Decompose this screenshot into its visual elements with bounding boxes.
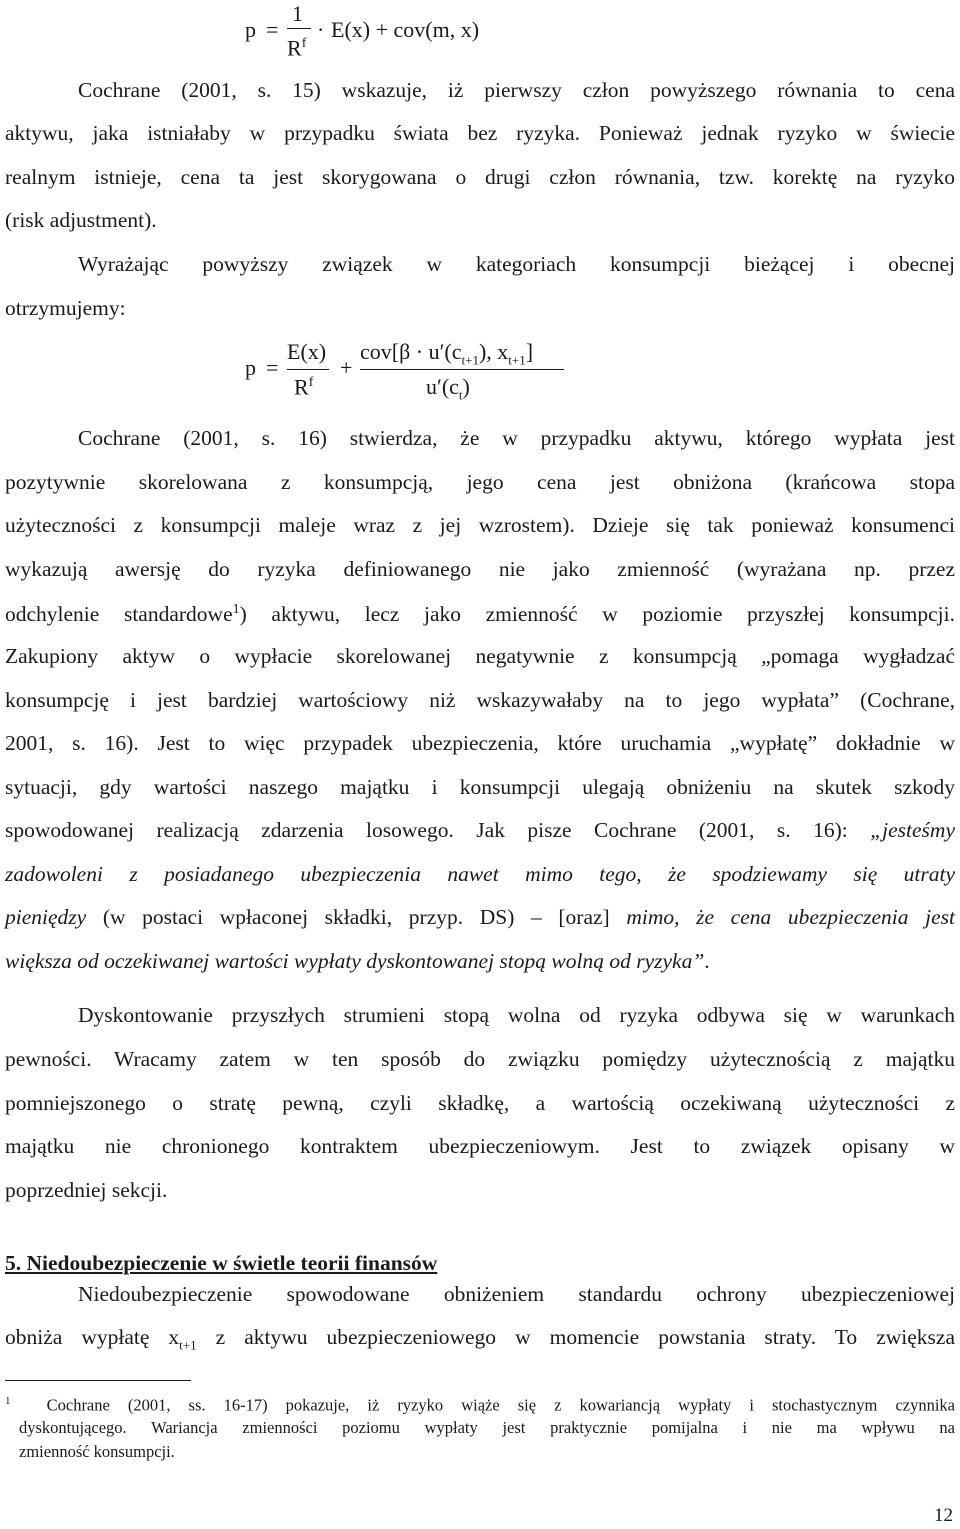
- para4-line-5: poprzedniej sekcji.: [5, 1178, 168, 1202]
- para4-line-1: Dyskontowanie przyszłych strumieni stopą wolna od ryzyka odbywa się w warunkach: [78, 1003, 955, 1027]
- para3-line-7: konsumpcję i jest bardziej wartościowy niż wskazywałaby na to jego wypłata” (Cochrane,: [5, 688, 955, 712]
- eq2-term1-denominator: $R^f$: [294, 374, 314, 400]
- para1-line-1: Cochrane (2001, s. 15) wskazuje, iż pierwszy człon powyższego równania to cena: [78, 78, 955, 102]
- eq2-plus: +: [340, 355, 353, 380]
- para3-line-10: spowodowanej realizacją zdarzenia losowego. Jak pisze Cochrane (2001, s. 16): „jesteśmy: [5, 818, 955, 842]
- footnote-line-3: zmienność konsumpcji.: [19, 1442, 175, 1461]
- footnote-separator: [5, 1380, 191, 1381]
- para3-line-4: wykazują awersję do ryzyka definiowanego nie jako zmienność (wyrażana np. przez: [5, 557, 955, 581]
- para3-line-6: Zakupiony aktyw o wypłacie skorelowanej negatywnie z konsumpcją „pomaga wygładzać: [5, 644, 955, 668]
- eq1-denominator: $R^f$: [287, 35, 307, 61]
- eq2-term1-numerator: E(x): [287, 339, 327, 364]
- eq1-numerator: 1: [292, 1, 303, 26]
- para3-line-11: zadowoleni z posiadanego ubezpieczenia nawet mimo tego, że spodziewamy się utraty: [5, 862, 955, 886]
- eq1-fraction-bar: [287, 28, 311, 29]
- para3-line-8: 2001, s. 16). Jest to więc przypadek ubezpieczenia, które uruchamia „wypłatę” dokładnie w: [5, 731, 955, 755]
- section-line-1: Niedoubezpieczenie spowodowane obniżeniem standardu ochrony ubezpieczeniowej: [78, 1282, 955, 1306]
- para1-line-4: (risk adjustment).: [5, 208, 157, 232]
- para3-line-2: pozytywnie skorelowana z konsumpcją, jego cena jest obniżona (krańcowa stopa: [5, 470, 955, 494]
- eq2-lhs: p: [245, 355, 256, 380]
- page-number: 12: [934, 1505, 953, 1526]
- eq2-term2-fraction-bar: [360, 369, 564, 370]
- para3-line-3: użyteczności z konsumpcji maleje wraz z jej wzrostem). Dzieje się tak ponieważ konsumenci: [5, 513, 955, 537]
- para4-line-2: pewności. Wracamy zatem w ten sposób do związku pomiędzy użytecznością z majątku: [5, 1047, 955, 1071]
- eq2-equals: =: [266, 355, 279, 380]
- para3-line-1: Cochrane (2001, s. 16) stwierdza, że w przypadku aktywu, którego wypłata jest: [78, 426, 955, 450]
- para3-line-12: pieniędzy (w postaci wpłaconej składki, przyp. DS) – [oraz] mimo, że cena ubezpieczenia jest: [5, 905, 955, 929]
- footnote-line-1: $^1$ Cochrane (2001, ss. 16-17) pokazuje, iż ryzyko wiąże się z kowariancją wypłaty i stochastycznym czynnika: [5, 1395, 955, 1415]
- para3-line-9: sytuacji, gdy wartości naszego majątku i konsumpcji ulegają obniżeniu na skutek szkody: [5, 775, 955, 799]
- section-line-2: obniża wypłatę $x_{t+1}$ z aktywu ubezpieczeniowego w momencie powstania straty. To zwiększa: [5, 1325, 955, 1353]
- para2-line-2: otrzymujemy:: [5, 296, 126, 320]
- eq1-lhs: p: [245, 17, 256, 42]
- footnote-ref-1: 1: [232, 602, 240, 617]
- eq2-term2-numerator: $cov[\beta \cdot u'(c_{t+1})$, $x_{t+1}$]: [360, 339, 534, 368]
- eq1-equals: =: [266, 17, 279, 42]
- eq2-term1-fraction-bar: [287, 369, 329, 370]
- para4-line-3: pomniejszonego o stratę pewną, czyli składkę, a wartością oczekiwaną użyteczności z: [5, 1091, 955, 1115]
- para4-line-4: majątku nie chronionego kontraktem ubezpieczeniowym. Jest to związek opisany w: [5, 1134, 955, 1158]
- section-heading: 5. Niedoubezpieczenie w świetle teorii finansów: [5, 1251, 438, 1275]
- para2-line-1: Wyrażając powyższy związek w kategoriach konsumpcji bieżącej i obecnej: [78, 252, 955, 276]
- eq2-term2-denominator: $u'(c_t)$: [426, 374, 470, 403]
- para1-line-3: realnym istnieje, cena ta jest skorygowana o drugi człon równania, tzw. korektę na ryzyko: [5, 165, 955, 189]
- para3-line-5: odchylenie standardowe$^1$) aktywu, lecz jako zmienność w poziomie przyszłej konsumpcji.: [5, 602, 955, 627]
- para3-line-13: większa od oczekiwanej wartości wypłaty dyskontowanej stopą wolną od ryzyka”.: [5, 949, 710, 973]
- eq1-rhs: E(x) + cov(m, x): [331, 17, 480, 42]
- para1-line-2: aktywu, jaka istniałaby w przypadku świata bez ryzyka. Ponieważ jednak ryzyko w świecie: [5, 121, 955, 145]
- footnote-line-2: dyskontującego. Wariancja zmienności poziomu wypłaty jest praktycznie pomijalna i nie ma wpływu na: [19, 1418, 955, 1437]
- eq1-dot: ·: [317, 17, 325, 42]
